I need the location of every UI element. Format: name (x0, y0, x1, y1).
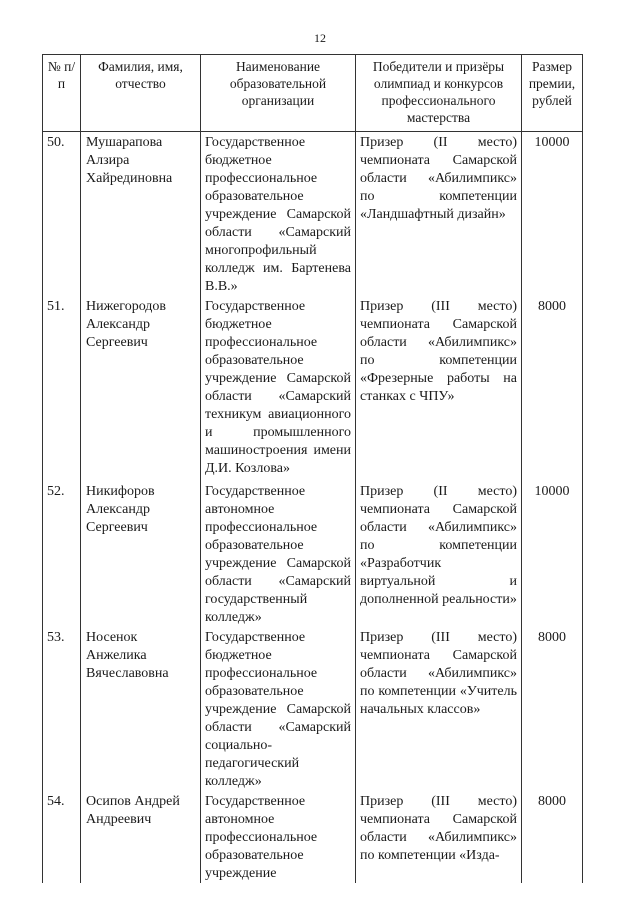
award-description: Призер (III место) чемпионата Самарской области «Абилимпикс» по компетенции «Учитель начальных классов» (356, 627, 522, 791)
table-row (43, 296, 583, 481)
table-row (43, 627, 583, 791)
row-number: 51. (43, 296, 81, 481)
person-name: Никифоров Александр Сергеевич (81, 481, 201, 627)
header-name: Фамилия, имя, отчество (81, 55, 201, 132)
award-description: Призер (III место) чемпионата Самарской области «Абилимпикс» по компетенции «Фрезерные работы на станках с ЧПУ» (356, 296, 522, 481)
awards-table (42, 54, 583, 883)
table-header (43, 55, 583, 132)
row-number: 52. (43, 481, 81, 627)
table-row (43, 481, 583, 627)
page-number: 12 (314, 31, 326, 45)
person-name: Мушарапова Алзира Хайрединовна (81, 132, 201, 297)
organization: Государственное автономное профессиональное образовательное учреждение Самарской области «Самарский государственный колледж» (201, 481, 356, 627)
header-org: Наименование образовательной организации (201, 55, 356, 132)
header-award: Победители и призёры олимпиад и конкурсов профессионального мастерства (356, 55, 522, 132)
organization: Государственное бюджетное профессиональное образовательное учреждение Самарской области «Самарский многопрофильный колледж им. Бартенева В.В.» (201, 132, 356, 297)
prize-amount: 10000 (522, 132, 583, 297)
award-description: Призер (III место) чемпионата Самарской области «Абилимпикс» по компетенции «Изда- (356, 791, 522, 883)
award-description: Призер (II место) чемпионата Самарской области «Абилимпикс» по компетенции «Ландшафтный дизайн» (356, 132, 522, 297)
row-number: 53. (43, 627, 81, 791)
person-name: Нижегородов Александр Сергеевич (81, 296, 201, 481)
organization: Государственное бюджетное профессиональное образовательное учреждение Самарской области «Самарский техникум авиационного и промышленного машиностроения имени Д.И. Козлова» (201, 296, 356, 481)
table-row (43, 132, 583, 297)
header-num: № п/п (43, 55, 81, 132)
organization: Государственное автономное профессиональное образовательное учреждение (201, 791, 356, 883)
person-name: Осипов Андрей Андреевич (81, 791, 201, 883)
organization: Государственное бюджетное профессиональное образовательное учреждение Самарской области «Самарский социально-педагогический колледж» (201, 627, 356, 791)
person-name: Носенок Анжелика Вячеславовна (81, 627, 201, 791)
row-number: 54. (43, 791, 81, 883)
prize-amount: 8000 (522, 296, 583, 481)
row-number: 50. (43, 132, 81, 297)
table-row (43, 791, 583, 883)
award-description: Призер (II место) чемпионата Самарской области «Абилимпикс» по компетенции «Разработчик виртуальной и дополненной реальности» (356, 481, 522, 627)
prize-amount: 8000 (522, 627, 583, 791)
prize-amount: 8000 (522, 791, 583, 883)
header-prize: Размер премии, рублей (522, 55, 583, 132)
prize-amount: 10000 (522, 481, 583, 627)
